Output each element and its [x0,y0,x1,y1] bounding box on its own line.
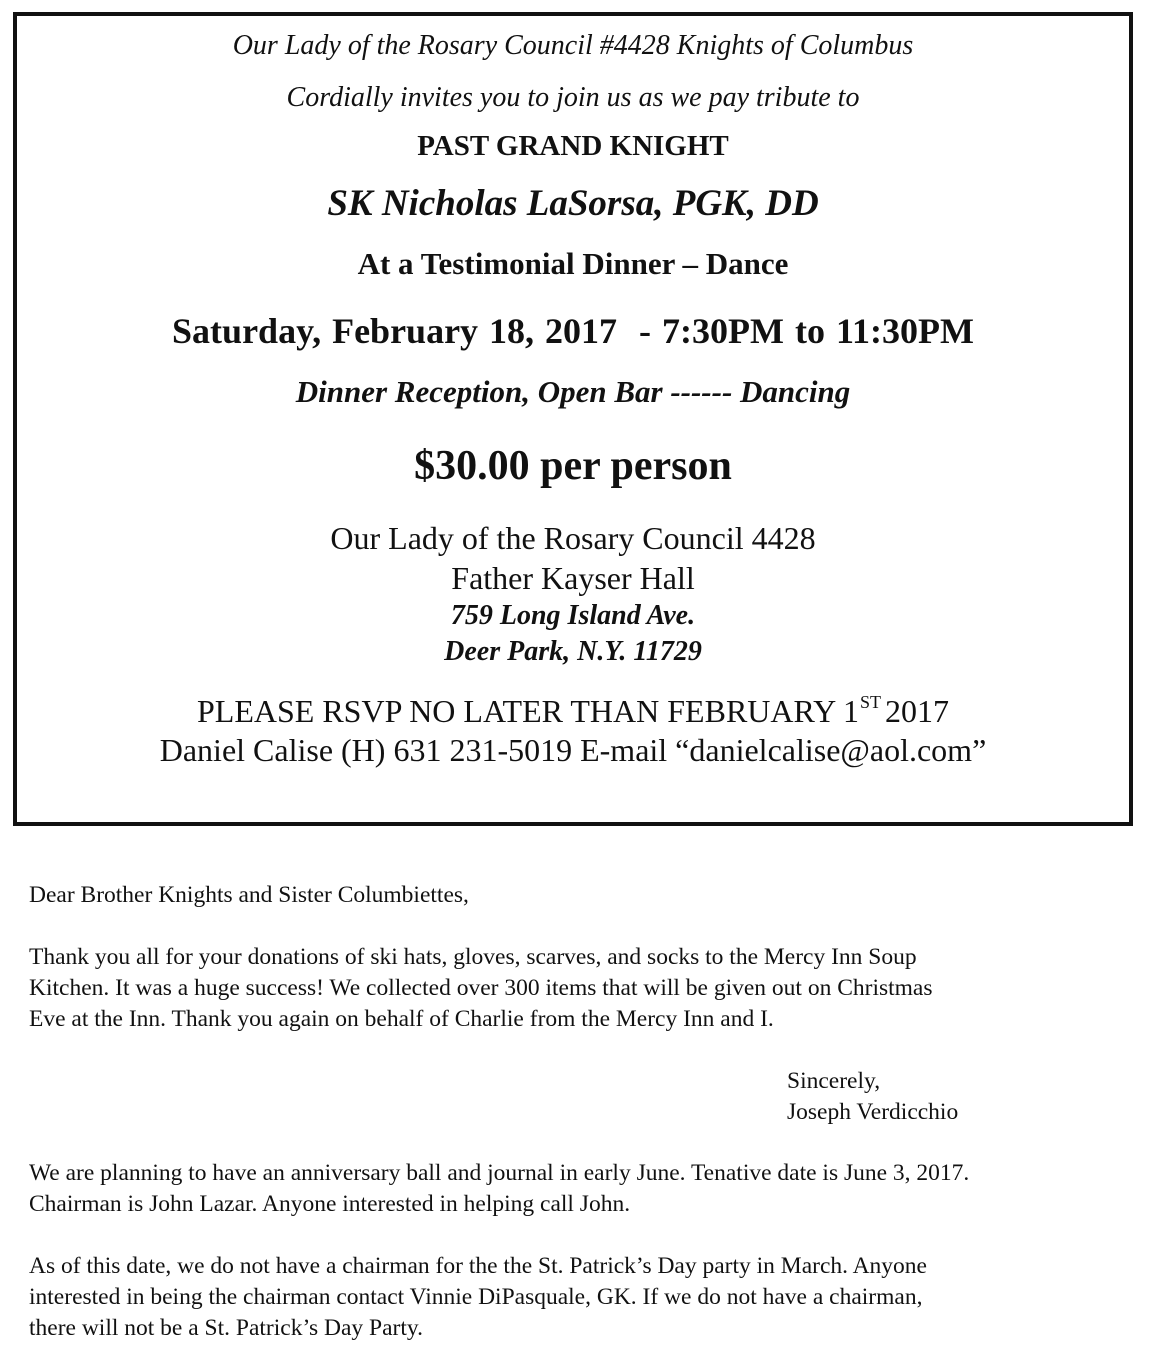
title-line: PAST GRAND KNIGHT [417,130,729,162]
event-line: At a Testimonial Dinner – Dance [357,246,789,281]
letter-closing [787,1066,1107,1128]
rsvp-text: PLEASE RSVP NO LATER THAN FEBRUARY 1 [196,693,859,729]
signer-name: Joseph Verdicchio [787,1099,959,1125]
letter-salutation [29,880,1129,911]
contact-line: Daniel Calise (H) 631 231-5019 E-mail “danielcalise@aol.com” [159,732,987,768]
honoree-name: SK Nicholas LaSorsa, PGK, DD [327,183,819,224]
city-address: Deer Park, N.Y. 11729 [444,636,702,667]
invitation-box [13,12,1133,826]
stpatricks-line: there will not be a St. Patrick’s Day Party. [29,1315,423,1341]
council-line: Our Lady of the Rosary Council #4428 Knights of Columbus [232,30,914,61]
ball-line: We are planning to have an anniversary ball and journal in early June. Tenative date is June 3, 2017. [29,1160,970,1186]
price-line: $30.00 per person [414,443,732,489]
venue-name: Our Lady of the Rosary Council 4428 [330,520,816,556]
stpatricks-line: interested in being the chairman contact Vinnie DiPasquale, GK. If we do not have a chairman, [29,1284,923,1310]
stpatricks-line: As of this date, we do not have a chairman for the the St. Patrick’s Day party in March. Anyone [29,1253,927,1279]
ball-line: Chairman is John Lazar. Anyone interested in helping call John. [29,1191,631,1217]
rsvp-year: 2017 [885,693,950,729]
venue-hall: Father Kayser Hall [451,560,695,596]
thanks-paragraph [29,942,1129,1035]
salutation-text: Dear Brother Knights and Sister Columbiettes, [29,882,469,908]
closing-text: Sincerely, [787,1068,881,1094]
rsvp-superscript: ST [860,692,882,712]
street-address: 759 Long Island Ave. [450,600,696,631]
program-line: Dinner Reception, Open Bar ------ Dancing [295,374,851,409]
rsvp-line [17,692,1129,730]
ball-paragraph [29,1158,1129,1220]
date-time-line [17,310,1129,352]
date-time-text: Saturday, February 18, 2017 - 7:30PM to 11:30PM [172,311,974,351]
thanks-line: Kitchen. It was a huge success! We collected over 300 items that will be given out on Christmas [29,975,933,1001]
thanks-line: Thank you all for your donations of ski hats, gloves, scarves, and socks to the Mercy Inn Soup [29,944,917,970]
invite-line: Cordially invites you to join us as we pay tribute to [286,82,860,113]
stpatricks-paragraph [29,1251,1129,1344]
thanks-line: Eve at the Inn. Thank you again on behalf of Charlie from the Mercy Inn and I. [29,1006,774,1032]
